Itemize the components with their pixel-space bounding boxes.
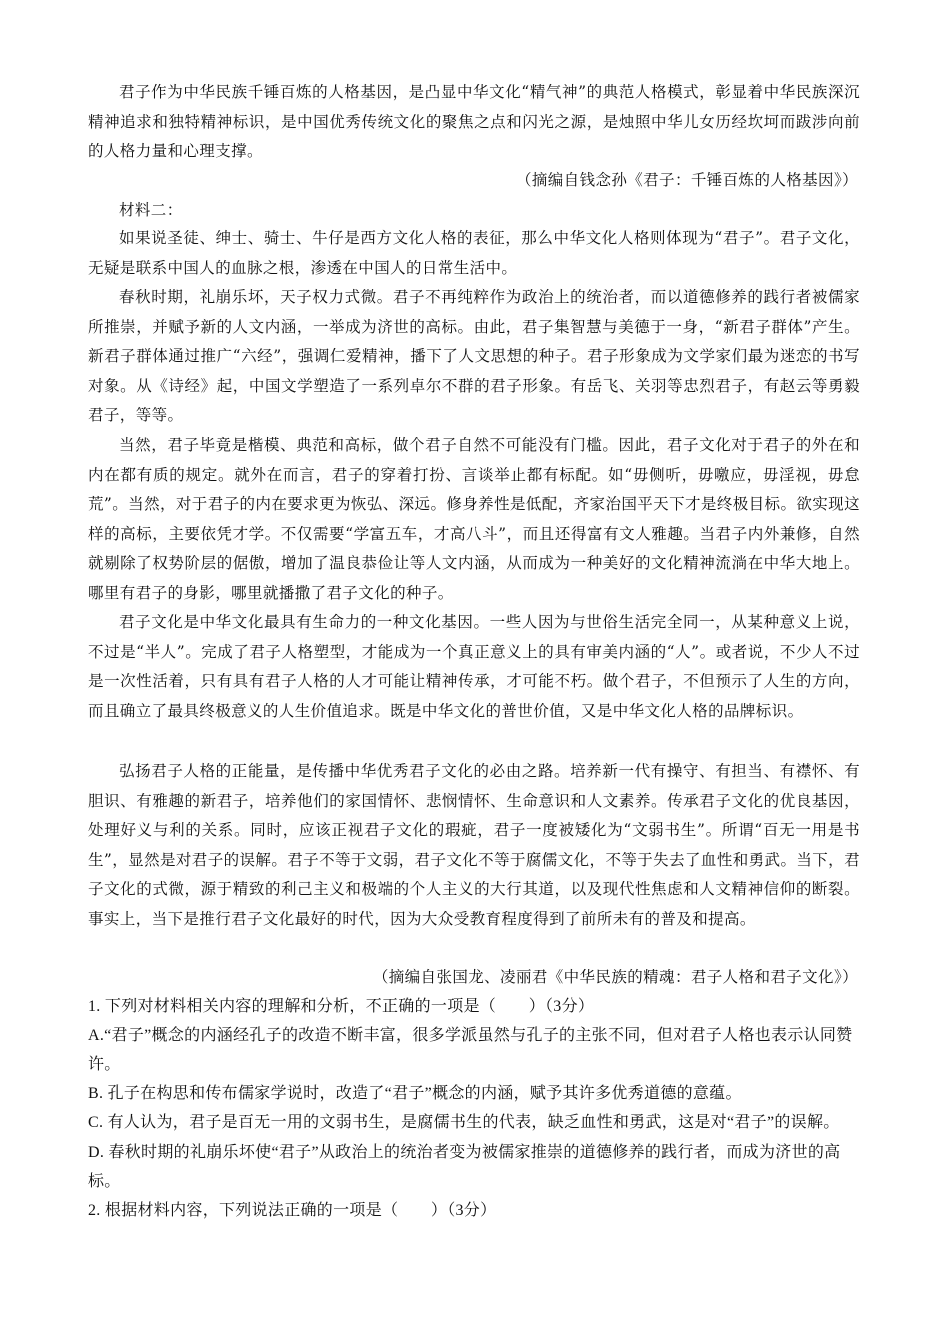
question-2-stem: 2. 根据材料内容，下列说法正确的一项是（ ）（3分） [88,1202,497,1219]
question-1-option-a: A.“君子”概念的内涵经孔子的改造不断丰富，很多学派虽然与孔子的主张不同，但对君子人格也表示认同赞许。 [88,1027,853,1073]
material2-paragraph-4: 君子文化是中华文化最具有生命力的一种文化基因。一些人因为与世俗生活完全同一，从某种意义上说，不过是“半人”。完成了君子人格塑型，才能成为一个真正意义上的具有审美内涵的“人”。或者说，不少人不过是一次性活着，只有具有君子人格的人才可能让精神传承，才可能不朽。做个君子，不但预示了人生的方向，而且确立了最具终极意义的人生价值追求。既是中华文化的普世价值，又是中华文化人格的品牌标识。 [88,613,860,720]
question-1-option-d: D. 春秋时期的礼崩乐坏使“君子”从政治上的统治者变为被儒家推崇的道德修养的践行者，而成为济世的高标。 [88,1144,841,1190]
material2-source: （摘编自张国龙、凌丽君《中华民族的精魂：君子人格和君子文化》） [372,968,858,986]
question-1-option-c: C. 有人认为，君子是百无一用的文弱书生，是腐儒书生的代表，缺乏血性和勇武，这是对“君子”的误解。 [88,1114,840,1131]
material2-paragraph-1: 如果说圣徒、绅士、骑士、牛仔是西方文化人格的表征，那么中华文化人格则体现为“君子”。君子文化，无疑是联系中国人的血脉之根，渗透在中国人的日常生活中。 [88,229,860,277]
material2-paragraph-3: 当然，君子毕竟是楷模、典范和高标，做个君子自然不可能没有门槛。因此，君子文化对于君子的外在和内在都有质的规定。就外在而言，君子的穿着打扮、言谈举止都有标配。如“毋侧听，毋噭应，毋淫视，毋怠荒”。当然，对于君子的内在要求更为恢弘、深远。修身养性是低配，齐家治国平天下才是终极目标。欲实现这样的高标，主要依凭才学。不仅需要“学富五车，才高八斗”，而且还得富有文人雅趣。当君子内外兼修，自然就剔除了权势阶层的倨傲，增加了温良恭俭让等人文内涵，从而成为一种美好的文化精神流淌在中华大地上。哪里有君子的身影，哪里就播撒了君子文化的种子。 [88,436,860,602]
material2-paragraph-5: 弘扬君子人格的正能量，是传播中华优秀君子文化的必由之路。培养新一代有操守、有担当、有襟怀、有胆识、有雅趣的新君子，培养他们的家国情怀、悲悯情怀、生命意识和人文素养。传承君子文化的优良基因，处理好义与利的关系。同时，应该正视君子文化的瑕疵，君子一度被矮化为“文弱书生”。所谓“百无一用是书生”，显然是对君子的误解。君子不等于文弱，君子文化不等于腐儒文化，不等于失去了血性和勇武。当下，君子文化的式微，源于精致的利己主义和极端的个人主义的大行其道，以及现代性焦虑和人文精神信仰的断裂。事实上，当下是推行君子文化最好的时代，因为大众受教育程度得到了前所未有的普及和提高。 [88,762,860,928]
question-1-option-b: B. 孔子在构思和传布儒家学说时，改造了“君子”概念的内涵，赋予其许多优秀道德的意蕴。 [88,1085,742,1102]
material1-closing-paragraph: 君子作为中华民族千锤百炼的人格基因，是凸显中华文化“精气神”的典范人格模式，彰显着中华民族深沉精神追求和独特精神标识，是中国优秀传统文化的聚焦之点和闪光之源，是烛照中华儿女历经坎坷而跋涉向前的人格力量和心理支撑。 [88,83,860,161]
question-1-stem: 1. 下列对材料相关内容的理解和分析，不正确的一项是（ ）（3分） [88,998,595,1015]
material2-heading: 材料二： [119,201,183,219]
material2-paragraph-2: 春秋时期，礼崩乐坏，天子权力式微。君子不再纯粹作为政治上的统治者，而以道德修养的践行者被儒家所推崇，并赋予新的人文内涵，一举成为济世的高标。由此，君子集智慧与美德于一身，“新君子群体”产生。新君子群体通过推广“六经”，强调仁爱精神，播下了人文思想的种子。君子形象成为文学家们最为迷恋的书写对象。从《诗经》起，中国文学塑造了一系列卓尔不群的君子形象。有岳飞、关羽等忠烈君子，有赵云等勇毅君子，等等。 [88,288,860,425]
material1-source: （摘编自钱念孙《君子：千锤百炼的人格基因》） [515,171,858,189]
